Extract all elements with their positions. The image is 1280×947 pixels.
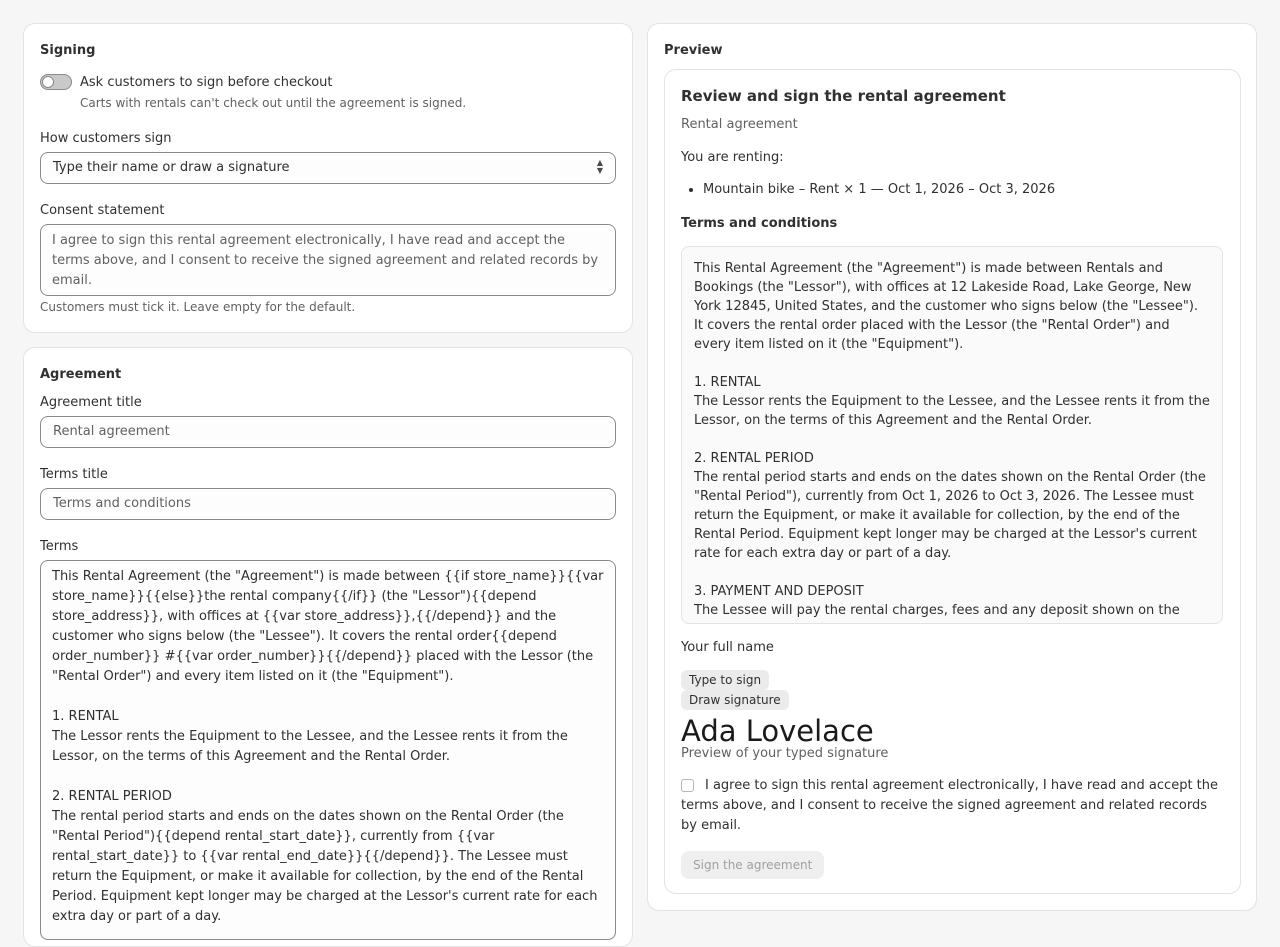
signature-caption: Preview of your typed signature <box>681 746 889 761</box>
consent-help: Customers must tick it. Leave empty for the default. <box>40 300 356 314</box>
preview-card <box>647 23 1257 911</box>
renting-label: You are renting: <box>681 150 784 165</box>
consent-statement-text: I agree to sign this rental agreement electronically, I have read and accept the terms above, and I consent to receive the signed agreement and related records by email. <box>681 778 1219 833</box>
terms-title-label: Terms title <box>40 467 108 482</box>
preview-subtitle: Rental agreement <box>681 117 798 132</box>
agreement-section-title: Agreement <box>40 367 122 382</box>
preview-title: Preview <box>664 43 723 58</box>
signing-card <box>23 23 633 333</box>
toggle-knob <box>42 76 54 88</box>
type-to-sign-tab[interactable]: Type to sign <box>681 670 769 690</box>
terms-scroll-box[interactable]: This Rental Agreement (the "Agreement") is made between Rentals and Bookings (the "Lessor"), with offices at 12 Lakeside Road, Lake George, New York 12845, United States, and the customer who signs below (the "Lessee"). It covers the rental order placed with the Lessor (the "Rental Order") and every item listed on it (the "Equipment"). 1. RENTAL The Lessor rents the Equipment to the Lessee, and the Lessee rents it from the Lessor, on the terms of this Agreement and the Rental Order. 2. RENTAL PERIOD The rental period starts and ends on the dates shown on the Rental Order (the "Rental Period"), currently from Oct 1, 2026 to Oct 3, 2026. The Lessee must return the Equipment, or make it available for collection, by the end of the Rental Period. Equipment kept longer may be charged at the Lessor's current rate for each extra day or part of a day. 3. PAYMENT AND DEPOSIT The Lessee will pay the rental charges, fees and any deposit shown on the <box>681 246 1223 624</box>
consent-textarea[interactable]: I agree to sign this rental agreement electronically, I have read and accept the terms above, and I consent to receive the signed agreement and related records by email. <box>40 224 616 296</box>
preview-agreement <box>664 69 1241 894</box>
preview-heading: Review and sign the rental agreement <box>681 87 1006 105</box>
consent-label: Consent statement <box>40 203 165 218</box>
how-sign-select[interactable] <box>40 152 616 184</box>
toggle-label: Ask customers to sign before checkout <box>80 75 333 90</box>
terms-label: Terms <box>40 539 79 554</box>
agreement-card <box>23 347 633 947</box>
how-sign-value: Type their name or draw a signature <box>53 160 290 175</box>
how-sign-label: How customers sign <box>40 131 172 146</box>
typed-signature-preview: Ada Lovelace <box>681 714 874 748</box>
consent-checkbox[interactable] <box>681 779 694 792</box>
terms-heading: Terms and conditions <box>681 216 838 231</box>
toggle-help: Carts with rentals can't check out until the agreement is signed. <box>80 96 467 110</box>
agreement-title-input[interactable]: Rental agreement <box>40 416 616 448</box>
full-name-label: Your full name <box>681 640 774 655</box>
agreement-title-label: Agreement title <box>40 395 142 410</box>
signing-title: Signing <box>40 43 96 58</box>
select-chevron-icon: ▲ ▼ <box>596 158 604 175</box>
rented-item: • Mountain bike – Rent × 1 — Oct 1, 2026 – Oct 3, 2026 <box>703 180 1221 200</box>
draw-signature-tab[interactable]: Draw signature <box>681 690 789 710</box>
sign-agreement-button[interactable]: Sign the agreement <box>681 851 824 879</box>
terms-title-input[interactable]: Terms and conditions <box>40 488 616 520</box>
rented-items-list <box>681 180 1221 200</box>
require-signature-toggle[interactable] <box>40 74 72 90</box>
terms-textarea[interactable]: This Rental Agreement (the "Agreement") is made between {{if store_name}}{{var store_name}}{{else}}the rental company{{/if}} (the "Lessor"){{depend store_address}}, with offices at {{var store_address}},{{/depend}} and the customer who signs below (the "Lessee"). It covers the rental order{{depend order_number}} #{{var order_number}}{{/depend}} placed with the Lessor (the "Rental Order") and every item listed on it (the "Equipment"). 1. RENTAL The Lessor rents the Equipment to the Lessee, and the Lessee rents it from the Lessor, on the terms of this Agreement and the Rental Order. 2. RENTAL PERIOD The rental period starts and ends on the dates shown on the Rental Order (the "Rental Period"){{depend rental_start_date}}, currently from {{var rental_start_date}} to {{var rental_end_date}}{{/depend}}. The Lessee must return the Equipment, or make it available for collection, by the end of the Rental Period. Equipment kept longer may be charged at the Lessor's current rate for each extra day or part of a day. <box>40 560 616 940</box>
